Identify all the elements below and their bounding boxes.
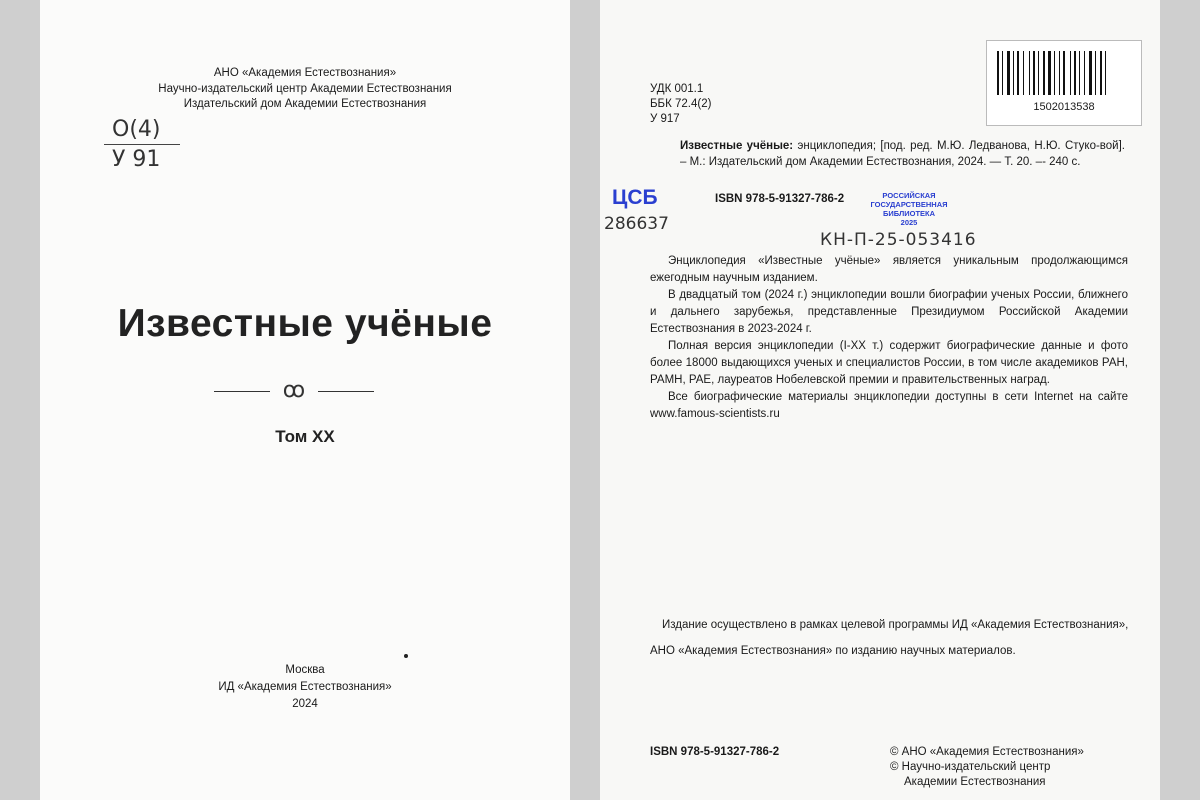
isbn-top: ISBN 978-5-91327-786-2 [715, 193, 845, 205]
publication-note: АНО «Академия Естествознания» по изданию научных материалов. [650, 645, 1016, 657]
description-block [650, 253, 1128, 423]
imprint-footer [40, 662, 570, 713]
imprint-city: Москва [285, 664, 325, 676]
barcode-bar [1038, 51, 1039, 95]
copyright-line: © АНО «Академия Естествознания» [890, 746, 1084, 758]
isbn-bottom: ISBN 978-5-91327-786-2 [650, 746, 780, 758]
imprint-publisher: ИД «Академия Естествознания» [218, 681, 392, 693]
shelf-mark-bottom: У 91 [112, 147, 161, 172]
shelf-mark [104, 117, 184, 172]
barcode-bar [1023, 51, 1024, 95]
barcode-number: 1502013538 [1033, 101, 1095, 113]
copyright-line: © Научно-издательский центр [890, 761, 1051, 773]
barcode-bar [997, 51, 999, 95]
publication-notes [650, 617, 1140, 660]
book-title: Известные учёные [117, 302, 493, 345]
ornament-line-left [214, 391, 270, 392]
library-stamp-line: 2025 [900, 218, 918, 227]
description-paragraph: Энциклопедия «Известные учёные» является уникальным продолжающимся ежегодным научным изданием. [650, 255, 1128, 284]
udc-code: УДК 001.1 [650, 83, 704, 95]
publishers-block [40, 66, 570, 113]
barcode-bar [1017, 51, 1019, 95]
barcode-bar [1007, 51, 1010, 95]
publisher-line: Издательский дом Академии Естествознания [183, 98, 427, 110]
barcode-bar [1059, 51, 1060, 95]
barcode-bar [1074, 51, 1076, 95]
barcode-bar [1089, 51, 1092, 95]
handwritten-number: 286637 [604, 214, 669, 234]
bibliographic-record [680, 138, 1125, 170]
publisher-line: Научно-издательский центр Академии Естествознания [158, 82, 452, 95]
copyright-line: Академии Естествознания [904, 776, 1046, 788]
barcode-bar [1033, 51, 1035, 95]
barcode-label [986, 40, 1142, 126]
ink-dot [404, 654, 408, 658]
ornament-line-right [318, 391, 374, 392]
barcode-bar [1048, 51, 1051, 95]
library-stamp-line: БИБЛИОТЕКА [882, 209, 936, 218]
barcode-bar [1079, 51, 1080, 95]
barcode-bar [1002, 51, 1003, 95]
publication-note: Издание осуществлено в рамках целевой программы ИД «Академия Естествознания», [662, 619, 1129, 631]
barcode-bar [1029, 51, 1030, 95]
copyright-block [890, 745, 1084, 790]
barcode-bar [1084, 51, 1085, 95]
biblio-details: энциклопедия; [под. ред. М.Ю. Ледванова, Н.Ю. Стуко-вой]. – М.: Издательский дом Академии Естествознания, 2024. — Т. 20. –- 240 с. [680, 140, 1125, 168]
description-paragraph: Полная версия энциклопедии (I-XX т.) содержит биографические данные и фото более 18000 выдающихся ученых и специалистов России, в том числе академиков РАН, РАМН, РАЕ, лауреатов Нобелевской премии и правительственных наград. [650, 340, 1128, 386]
barcode-bar [1013, 51, 1014, 95]
barcode-bar [1054, 51, 1055, 95]
left-page [40, 0, 570, 800]
description-paragraph: Все биографические материалы энциклопедии доступны в сети Internet на сайте www.famous-scientists.ru [650, 391, 1128, 420]
library-stamp [866, 191, 952, 227]
shelf-mark-divider [104, 144, 180, 145]
csb-stamp: ЦСБ [612, 186, 658, 209]
description-paragraph: В двадцатый том (2024 г.) энциклопедии вошли биографии ученых России, ближнего и дальнего зарубежья, представленные Президиумом Российской Академии Естествознания в 2023-2024 г. [650, 289, 1128, 335]
biblio-title: Известные учёные: [680, 140, 794, 152]
barcode-bar [1070, 51, 1071, 95]
volume-label: Том XX [275, 427, 335, 446]
library-stamp-line: ГОСУДАРСТВЕННАЯ [870, 200, 948, 209]
imprint-year: 2024 [292, 698, 318, 710]
publisher-line: АНО «Академия Естествознания» [213, 67, 397, 79]
barcode-bar [1100, 51, 1102, 95]
barcode-bar [1095, 51, 1096, 95]
barcode-bar [1043, 51, 1045, 95]
barcode-bar [1105, 51, 1106, 95]
shelf-mark-top: О(4) [112, 117, 161, 142]
barcode-icon [997, 51, 1131, 95]
ornament-divider [214, 377, 374, 404]
classification-block [650, 82, 711, 127]
author-mark: У 917 [650, 113, 680, 125]
right-page [600, 0, 1160, 800]
ornament-icon: ꝏ [282, 377, 306, 402]
bbk-code: ББК 72.4(2) [650, 98, 712, 110]
library-stamp-line: РОССИЙСКАЯ [882, 191, 936, 200]
barcode-bar [1063, 51, 1065, 95]
handwritten-code: КН-П-25-053416 [820, 230, 977, 250]
